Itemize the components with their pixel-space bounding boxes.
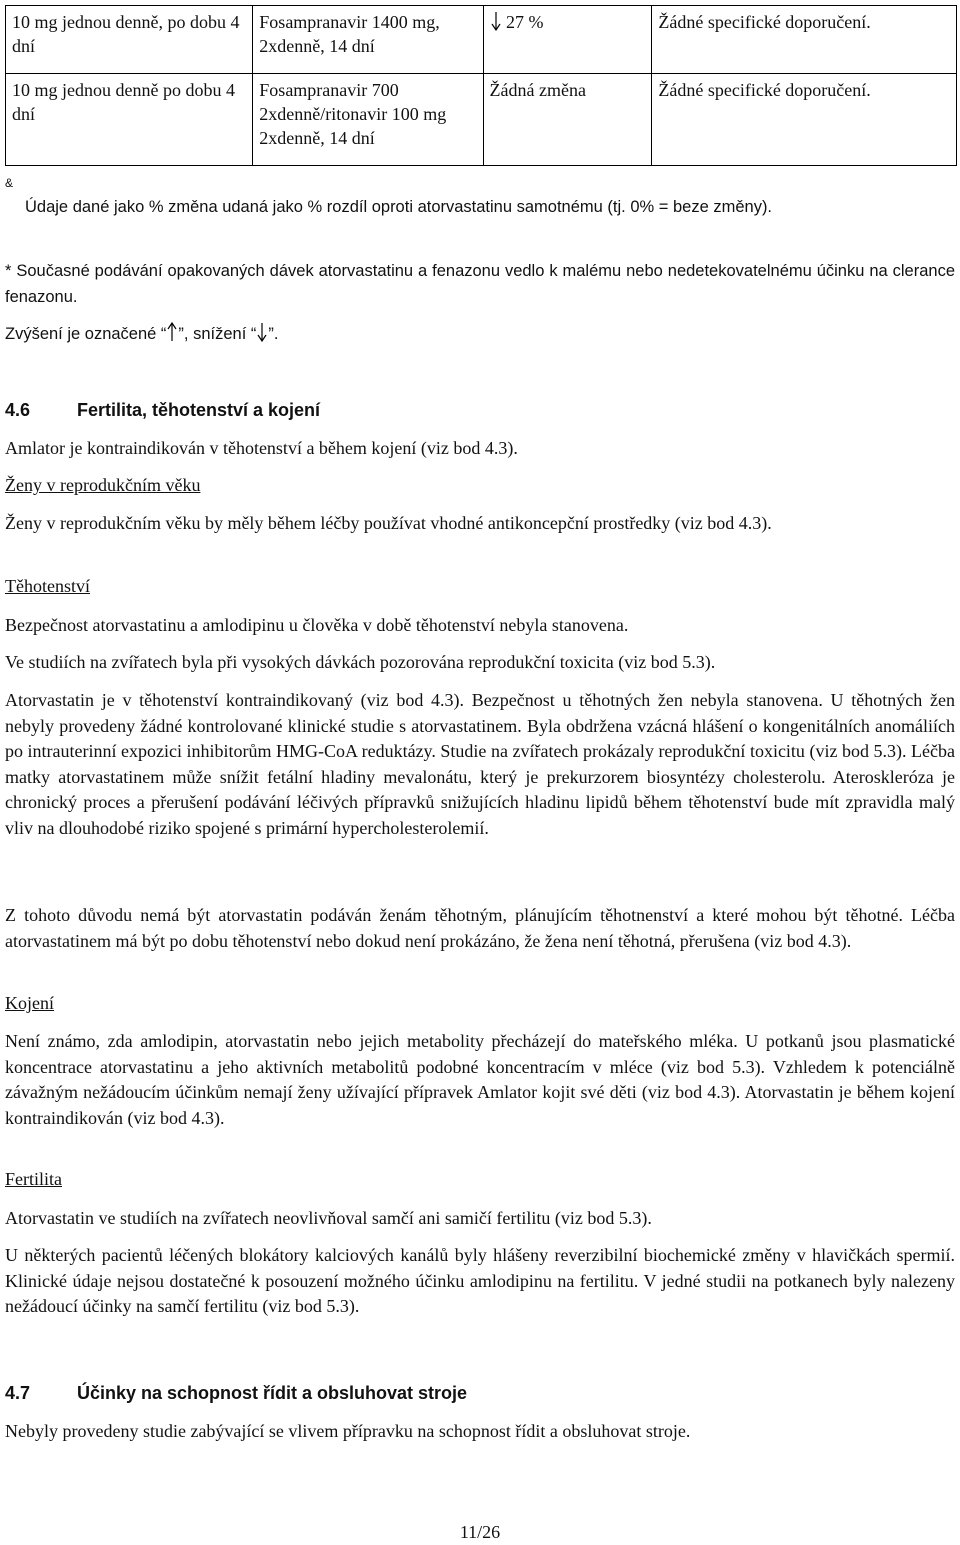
arrow-legend: Zvýšení je označené “ ”, snížení “ ”. (5, 322, 955, 348)
table-cell: Fosampranavir 1400 mg, 2xdenně, 14 dní (253, 6, 483, 74)
section-heading-4-6: 4.6 Fertilita, těhotenství a kojení (5, 400, 321, 420)
table-row (6, 74, 957, 166)
table-row (6, 6, 957, 74)
subheading-women-reproductive-age: Ženy v reprodukčním věku (5, 475, 201, 495)
paragraph: Z tohoto důvodu nemá být atorvastatin podáván ženám těhotným, plánujícím těhotnenství a které mohou být těhotné. Léčba atorvastatinem má být po dobu těhotenství nebo dokud není prokázáno, že žena není těhotná, přerušena (viz bod 4.3). (5, 905, 955, 951)
footnote-fenazon: * Současné podávání opakovaných dávek atorvastatinu a fenazonu vedlo k malému nebo nedetekovatelnému účinku na clerance fenazonu. (5, 262, 955, 306)
paragraph: Nebyly provedeny studie zabývající se vlivem přípravku na schopnost řídit a obsluhovat stroje. (5, 1421, 691, 1441)
paragraph: Atorvastatin ve studiích na zvířatech neovlivňoval samčí ani samičí fertilitu (viz bod 5.3). (5, 1208, 652, 1228)
change-value: 27 % (506, 12, 544, 32)
subheading-lactation: Kojení (5, 993, 54, 1013)
paragraph: Atorvastatin je v těhotenství kontraindikovaný (viz bod 4.3). Bezpečnost u těhotných žen nebyla stanovena. U těhotných žen nebyly provedeny žádné kontrolované klinické studie s atorvastatinem. Byla obdržena vzácná hlášení o kongenitálních anomáliích po intrauterinní expozici inhibitorům HMG-CoA reduktázy. Studie na zvířatech prokázaly reprodukční toxicitu (viz bod 5.3). Léčba matky atorvastatinem může snížit fetální hladiny mevalonátu, který je prekurzorem biosyntézy cholesterolu. Ateroskleróza je chronický proces a přerušení podávání léčivých přípravků snižujících hladinu lipidů během těhotenství bude mít zpravidla malý vliv na dlouhodobé riziko spojené s primární hypercholesterolemií. (5, 690, 955, 838)
subheading-pregnancy: Těhotenství (5, 576, 90, 596)
page-number: 11/26 (459, 1522, 501, 1542)
paragraph: Ženy v reprodukčním věku by měly během léčby používat vhodné antikoncepční prostředky (viz bod 4.3). (5, 513, 772, 533)
table-cell: Žádná změna (483, 74, 652, 166)
table-cell: Fosampranavir 700 2xdenně/ritonavir 100 mg 2xdenně, 14 dní (253, 74, 483, 166)
paragraph: Amlator je kontraindikován v těhotenství a během kojení (viz bod 4.3). (5, 438, 518, 458)
down-arrow-icon (490, 11, 502, 31)
table-cell: 10 mg jednou denně po dobu 4 dní (6, 74, 253, 166)
footnote-marker: & (5, 176, 14, 190)
table-cell: Žádné specifické doporučení. (652, 74, 957, 166)
subheading-fertility: Fertilita (5, 1169, 62, 1189)
paragraph: Ve studiích na zvířatech byla při vysokých dávkách pozorována reprodukční toxicita (viz bod 5.3). (5, 652, 716, 672)
table-cell: Žádné specifické doporučení. (652, 6, 957, 74)
up-arrow-icon (166, 322, 178, 342)
interaction-table (5, 5, 957, 166)
section-heading-4-7: 4.7 Účinky na schopnost řídit a obsluhovat stroje (5, 1383, 468, 1403)
table-cell: 10 mg jednou denně, po dobu 4 dní (6, 6, 253, 74)
paragraph: Bezpečnost atorvastatinu a amlodipinu u člověka v době těhotenství nebyla stanovena. (5, 615, 629, 635)
footnote-percent-change: Údaje dané jako % změna udaná jako % rozdíl oproti atorvastatinu samotnému (tj. 0% = beze změny). (25, 198, 773, 216)
paragraph: U některých pacientů léčených blokátory kalciových kanálů byly hlášeny reverzibilní biochemické změny v hlavičkách spermií. Klinické údaje nejsou dostatečné k posouzení možného účinku amlodipinu na fertilitu. V jedné studii na potkanech byly nalezeny nežádoucí účinky na samčí fertilitu (viz bod 5.3). (5, 1245, 955, 1316)
table-cell (483, 6, 652, 74)
down-arrow-icon (256, 322, 268, 342)
paragraph: Není známo, zda amlodipin, atorvastatin nebo jejich metabolity přecházejí do mateřského mléka. U potkanů jsou plasmatické koncentrace atorvastatinu a jeho aktivních metabolitů podobné koncentracím v mléce (viz bod 5.3). Vzhledem k potenciálně závažným nežádoucím účinkům nemají ženy užívající přípravek Amlator kojit své děti (viz bod 4.3). Atorvastatin je během kojení kontraindikován (viz bod 4.3). (5, 1031, 955, 1128)
